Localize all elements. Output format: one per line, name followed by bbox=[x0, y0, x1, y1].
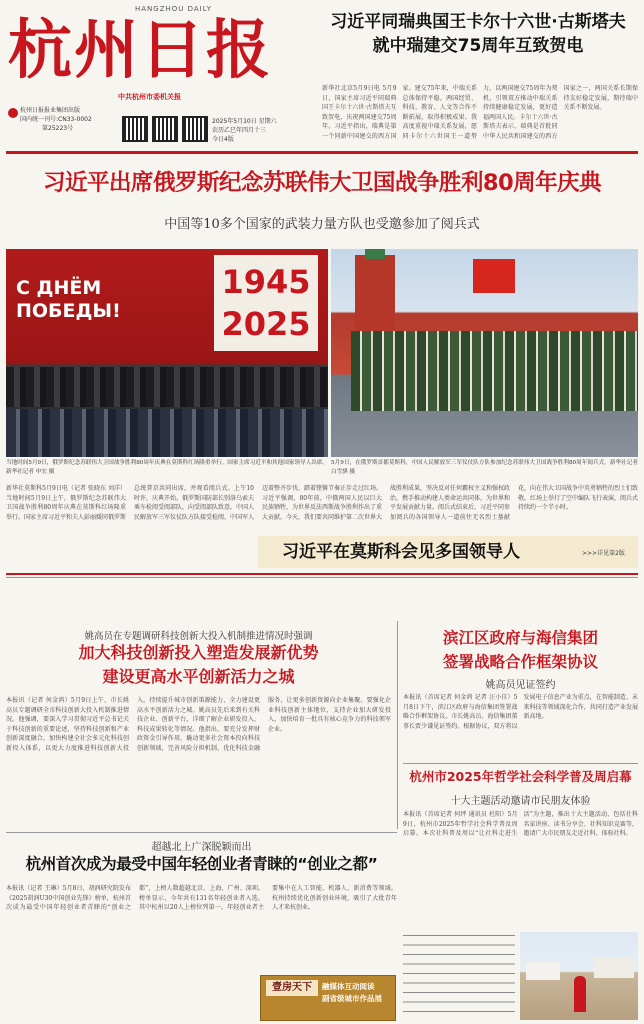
banner-russian-line: С ДНЁМ bbox=[16, 277, 102, 299]
publisher-line: 杭州日报报业集团出版 bbox=[20, 107, 81, 114]
top-story-title-line: 就中瑞建交75周年互致贺电 bbox=[372, 36, 584, 56]
story4-body: 本报讯（首席记者 何坪 通讯员 杜阳）5月9日，杭州市2025年哲学社会科学普及周启幕。本次社科普及周以“让社科走进生活”为主题，推出十大主题活动，包括社科名家讲座、读书分享会、社科知识竞赛等，邀请广大市民朋友走近社科、体验社科。 bbox=[403, 811, 638, 837]
lead-photo-right-caption: 5月9日，在俄罗斯首都莫斯科，中国人民解放军三军仪仗队方队参加纪念苏联伟大卫国战争胜利80周年阅兵式。新华社记者 白雪骐 摄 bbox=[331, 460, 638, 475]
ad-text-line: 融媒体互动阅读 bbox=[322, 982, 375, 991]
masthead-pinyin: HANGZHOU DAILY bbox=[135, 5, 212, 13]
publisher-line: 国内统一刊号:CN33-0002 bbox=[20, 116, 92, 123]
top-story-title-line: 习近平同瑞典国王卡尔十六世·古斯塔夫 bbox=[330, 12, 626, 32]
related-banner-ref[interactable]: >>>详见第2版 bbox=[582, 550, 625, 557]
ad-text-line: 副省级城市作品展 bbox=[322, 994, 382, 1003]
lead-photo-left bbox=[6, 249, 328, 457]
flag bbox=[473, 259, 515, 293]
soldiers bbox=[351, 331, 638, 411]
masthead-divider bbox=[6, 151, 638, 154]
date-line: 2025年5月10日 星期六 bbox=[212, 118, 277, 125]
story3-headline-line: 滨江区政府与海信集团 bbox=[442, 629, 598, 647]
person bbox=[574, 976, 586, 1012]
column-divider bbox=[397, 621, 398, 829]
top-story-title[interactable] bbox=[318, 10, 638, 58]
masthead-subtitle: 中共杭州市委机关报 bbox=[118, 92, 181, 101]
story3-headline-line: 签署战略合作框架协议 bbox=[442, 653, 598, 671]
year-end: 2025 bbox=[221, 305, 311, 343]
story4-headline[interactable]: 杭州市2025年哲学社会科学普及周启幕 bbox=[409, 769, 632, 784]
banner-russian-line: ПОБЕДЫ! bbox=[16, 300, 121, 322]
masthead-title: 杭州日报 bbox=[8, 13, 272, 88]
story3-subhead: 姚高员见证签约 bbox=[485, 680, 556, 691]
story3-body: 本报讯（首席记者 何金鸿 记者 汪小佳）5月8日下午，滨江区政府与海信集团签署战略合作框架协议。市长姚高员、海信集团董事长贾少谦见证签约。根据协议，双方将以发展电子信息产业为重点，在智能制造、未来科技等领域深化合作，共同打造产业发展新高地。 bbox=[403, 694, 638, 730]
story5-body: 本报讯（记者 王琳）5月8日，胡润研究院发布《2025胡润U30中国创业先锋》榜单，杭州首次成为最受中国年轻创业者青睐的“创业之都”，上榜人数超越北京、上海、广州、深圳。榜单显示，今年共有131名年轻创业者入选，其中杭州以20人上榜位列第一。年轻创业者主要集中在人工智能、机器人、新消费等领域。杭州持续优化创新创业环境，吸引了大批青年人才来杭创业。 bbox=[6, 885, 397, 911]
lead-body: 新华社莫斯科5月9日电（记者 张晓东 刘洋）当地时间5月9日上午，俄罗斯纪念苏联伟大卫国战争胜利80周年庆典在莫斯科红场隆重举行。国家主席习近平和夫人彭丽媛同俄罗斯总统普京共同出席，并观看阅兵式。上午10时许，庆典开始。俄罗斯国防部长别洛乌索夫乘车检阅受阅部队，向受阅部队致意。中国人民解放军三军仪仗队方队接受检阅，中国军人迈着整齐步伐、踏着铿锵节奏正步走过红场。习近平强调，80年前，中俄两国人民以巨大民族牺牲，为世界反法西斯战争胜利作出了重大贡献。今天，我们要共同维护第二次世界大战胜利成果，坚决反对任何霸权主义和强权政治，携手推动构建人类命运共同体，为世界和平发展贡献力量。阅兵式结束后，习近平同参加阅兵的各国领导人一道前往无名烈士墓献花，向在伟大卫国战争中英勇牺牲的烈士们致敬。红场上举行了空中编队飞行表演，阅兵式持续约一个半小时。 bbox=[6, 485, 638, 521]
story2-kicker: 姚高员在专题调研科技创新大投入机制推进情况时强调 bbox=[84, 631, 313, 642]
story-divider bbox=[403, 763, 638, 764]
lead-headline[interactable]: 习近平出席俄罗斯纪念苏联伟大卫国战争胜利80周年庆典 bbox=[42, 170, 602, 196]
lead-subhead: 中国等10多个国家的武装力量方队也受邀参加了阅兵式 bbox=[164, 217, 480, 232]
ad-text bbox=[322, 981, 394, 1005]
section-divider-thin bbox=[6, 577, 638, 578]
year-panel bbox=[214, 255, 318, 351]
lead-photo-right bbox=[331, 249, 638, 457]
story2-body: 本报讯（记者 何金鸿）5月9日上午，市长姚高员专题调研全市科技创新大投入机制推进情况。他强调，要深入学习贯彻习近平总书记关于科技创新的重要论述，坚持科技创新和产业创新深度融合，加快构建全社会多元化科技创新投入体系，以更大力度推进科技创新大投入，持续提升城市创新策源能力，全力建设更高水平创新活力之城。姚高员先后来到有关科技企业、创新平台，详细了解企业研发投入、科技成果转化等情况。他指出，要充分发挥财政资金引导作用，撬动更多社会资本投向科技创新领域，完善风险分担机制，优化科技金融服务，让更多创新资源向企业集聚。要强化企业科技创新主体地位，支持企业加大研发投入，加快培育一批具有核心竞争力的科技领军企业。 bbox=[6, 697, 391, 752]
date-line: 今日4版 bbox=[212, 136, 234, 143]
lead-photo-left-caption: 当地时间5月9日，俄罗斯纪念苏联伟大卫国战争胜利80周年庆典在莫斯科红场隆重举行。国家主席习近平和其他国家领导人出席。新华社记者 申宏 摄 bbox=[6, 460, 328, 475]
banner-russian bbox=[16, 277, 121, 323]
story2-headline-line: 加大科技创新投入塑造发展新优势 bbox=[78, 643, 319, 662]
story3-headline[interactable] bbox=[403, 626, 638, 674]
story5-headline[interactable]: 杭州首次成为最受中国年轻创业者青睐的“创业之都” bbox=[25, 855, 378, 873]
tent bbox=[594, 958, 634, 978]
publisher-info bbox=[20, 106, 92, 133]
story4-photo bbox=[520, 932, 638, 1020]
publisher-logo bbox=[8, 108, 18, 118]
related-banner-text: 习近平在莫斯科会见多国领导人 bbox=[282, 542, 520, 562]
publisher-line: 第25223号 bbox=[42, 125, 74, 132]
qr-code-icon bbox=[182, 116, 208, 142]
crowd-row bbox=[6, 409, 328, 457]
story4-subhead: 十大主题活动邀请市民朋友体验 bbox=[450, 796, 591, 807]
date-line: 农历乙巳年四月十三 bbox=[212, 127, 267, 134]
story4-body-cont bbox=[403, 932, 515, 1020]
story5-kicker: 超越北上广深脱颖而出 bbox=[151, 842, 252, 853]
kremlin-tower bbox=[365, 249, 385, 259]
top-story-body: 新华社北京5月9日电 5月9日，国家主席习近平同瑞典国王卡尔十六世·古斯塔夫互致贺电，庆祝两国建交75周年。习近平指出，瑞典是第一个同新中国建交的西方国家。建交75年来，中瑞关系总体保持平稳，两国经贸、科技、教育、人文等合作不断拓展，取得积极成果。我高度重视中瑞关系发展，愿同卡尔十六世国王一道努力，以两国建交75周年为契机，引领双方推动中瑞关系持续健康稳定发展，更好造福两国人民。卡尔十六世·古斯塔夫表示，瑞典是首批同中华人民共和国建交的西方国家之一，两国关系长期保持友好稳定发展，期待瑞中关系不断发展。 bbox=[322, 85, 638, 140]
qr-code-icon bbox=[122, 116, 148, 142]
story2-headline-line: 建设更高水平创新活力之城 bbox=[102, 667, 295, 686]
tent bbox=[526, 962, 560, 980]
story2-headline[interactable] bbox=[6, 641, 391, 689]
qr-code-icon bbox=[152, 116, 178, 142]
crowd-row bbox=[6, 367, 328, 407]
date-info bbox=[212, 117, 277, 144]
section-divider bbox=[6, 573, 638, 575]
ad-brand: 壹房天下 bbox=[266, 980, 318, 996]
story-divider bbox=[6, 832, 397, 833]
year-start: 1945 bbox=[221, 263, 311, 301]
